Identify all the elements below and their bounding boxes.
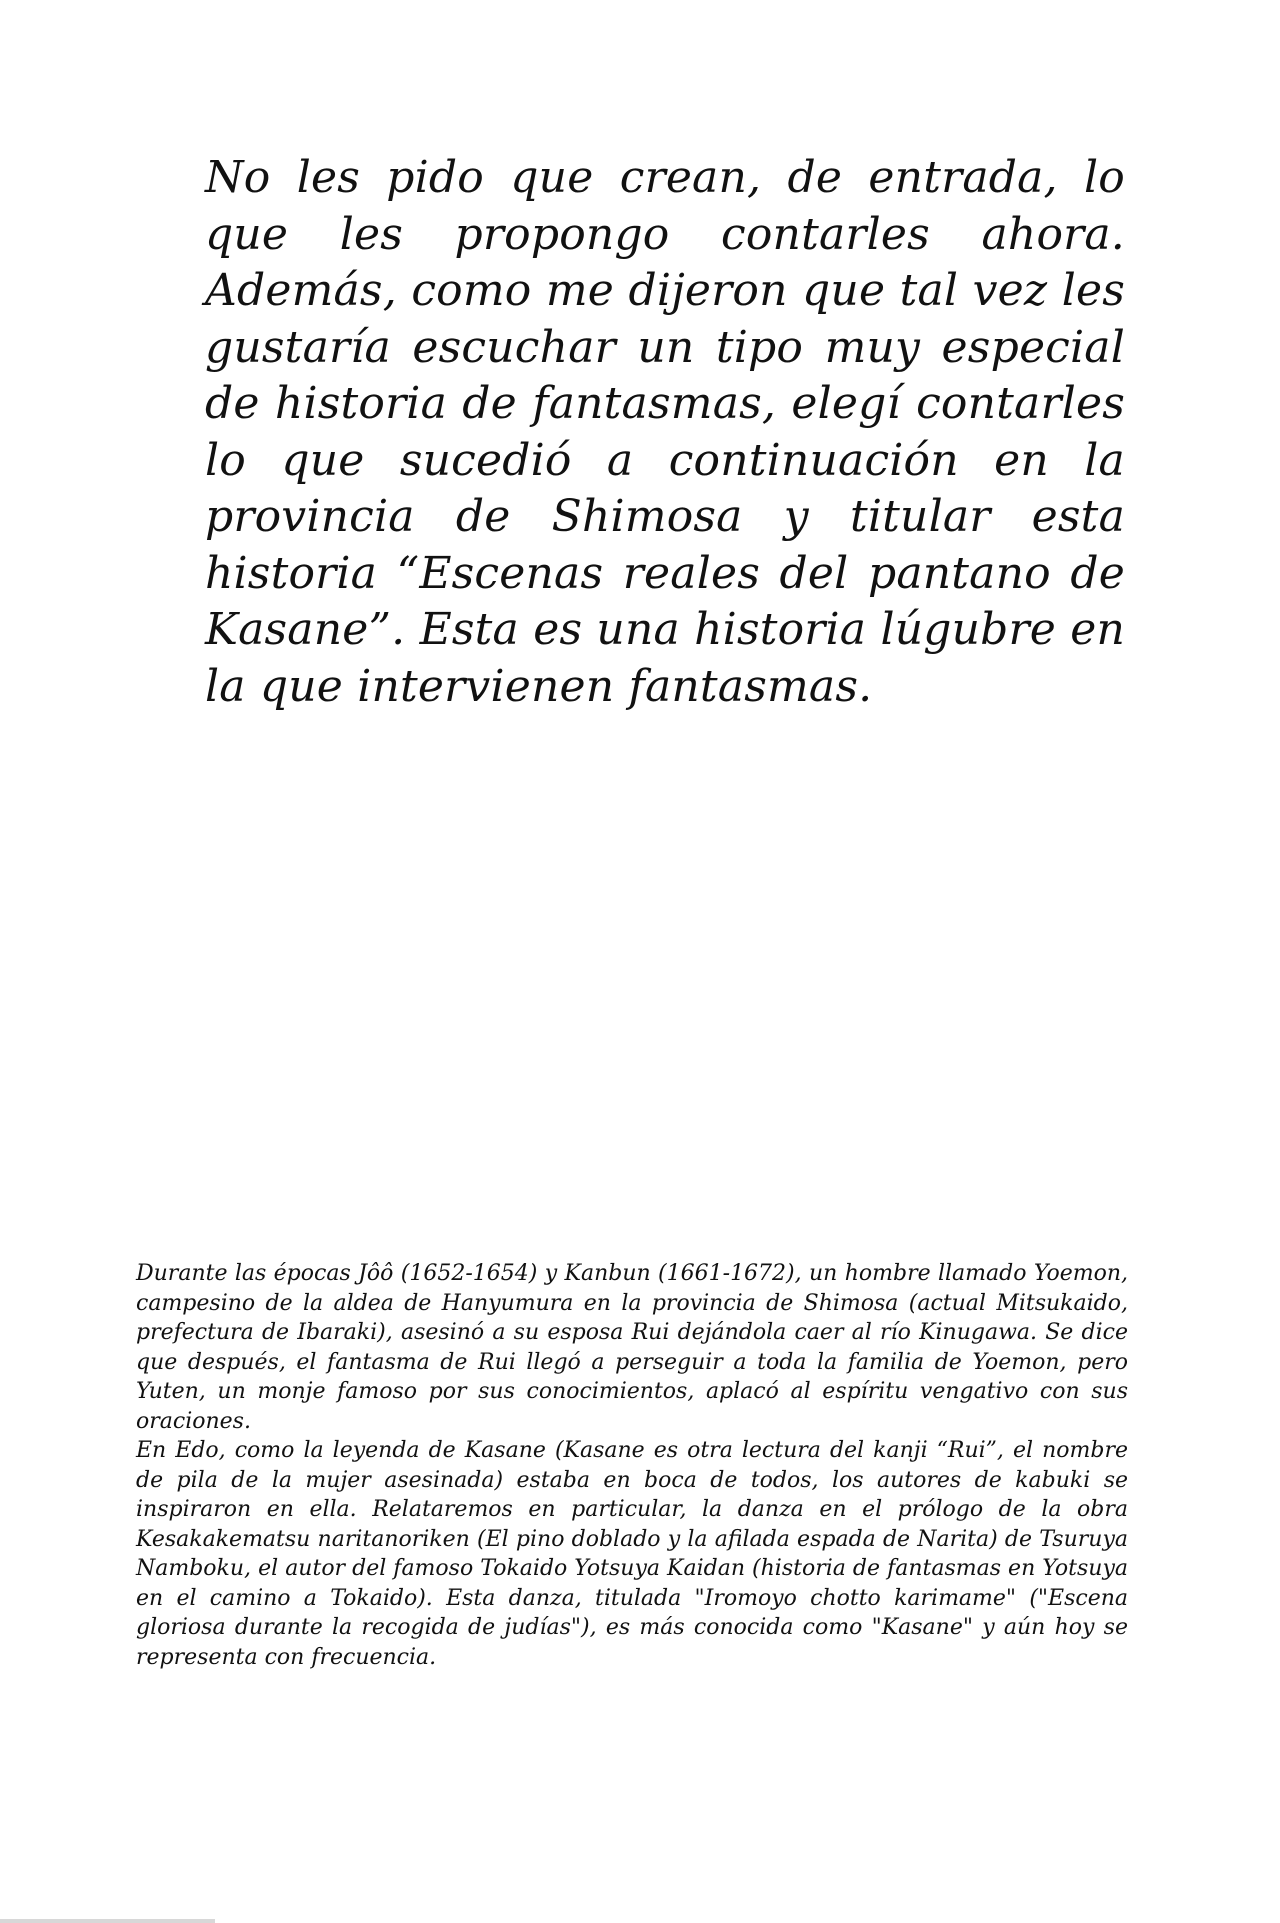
- page-edge-mark: [0, 1919, 215, 1923]
- notes-paragraph-1: Durante las épocas Jôô (1652-1654) y Kanbun (1661-1672), un hombre llamado Yoemon, campesino de la aldea de Hanyumura en la provincia de Shimosa (actual Mitsukaido, prefectura de Ibaraki), asesinó a su esposa Rui dejándola caer al río Kinugawa. Se dice que después, el fantasma de Rui llegó a perseguir a toda la familia de Yoemon, pero Yuten, un monje famoso por sus conocimientos, aplacó al espíritu vengativo con sus oraciones.: [136, 1261, 1128, 1434]
- notes-paragraph-2: En Edo, como la leyenda de Kasane (Kasane es otra lectura del kanji “Rui”, el nombre de pila de la mujer asesinada) estaba en boca de todos, los autores de kabuki se inspiraron en ella. Relataremos en particular, la danza en el prólogo de la obra Kesakakematsu naritanoriken (El pino doblado y la afilada espada de Narita) de Tsuruya Namboku, el autor del famoso Tokaido Yotsuya Kaidan (historia de fantasmas en Yotsuya en el camino a Tokaido). Esta danza, titulada "Iromoyo chotto karimame" ("Escena gloriosa durante la recogida de judías"), es más conocida como "Kasane" y aún hoy se representa con frecuencia.: [136, 1438, 1128, 1670]
- historical-notes: [136, 1259, 1128, 1672]
- intro-paragraph: No les pido que crean, de entrada, lo que les propongo contarles ahora. Además, como me dijeron que tal vez les gustaría escuchar un tipo muy especial de historia de fantasmas, elegí contarles lo que sucedió a continuación en la provincia de Shimosa y titular esta historia “Escenas reales del pantano de Kasane”. Esta es una historia lúgubre en la que intervienen fantasmas.: [205, 152, 1125, 712]
